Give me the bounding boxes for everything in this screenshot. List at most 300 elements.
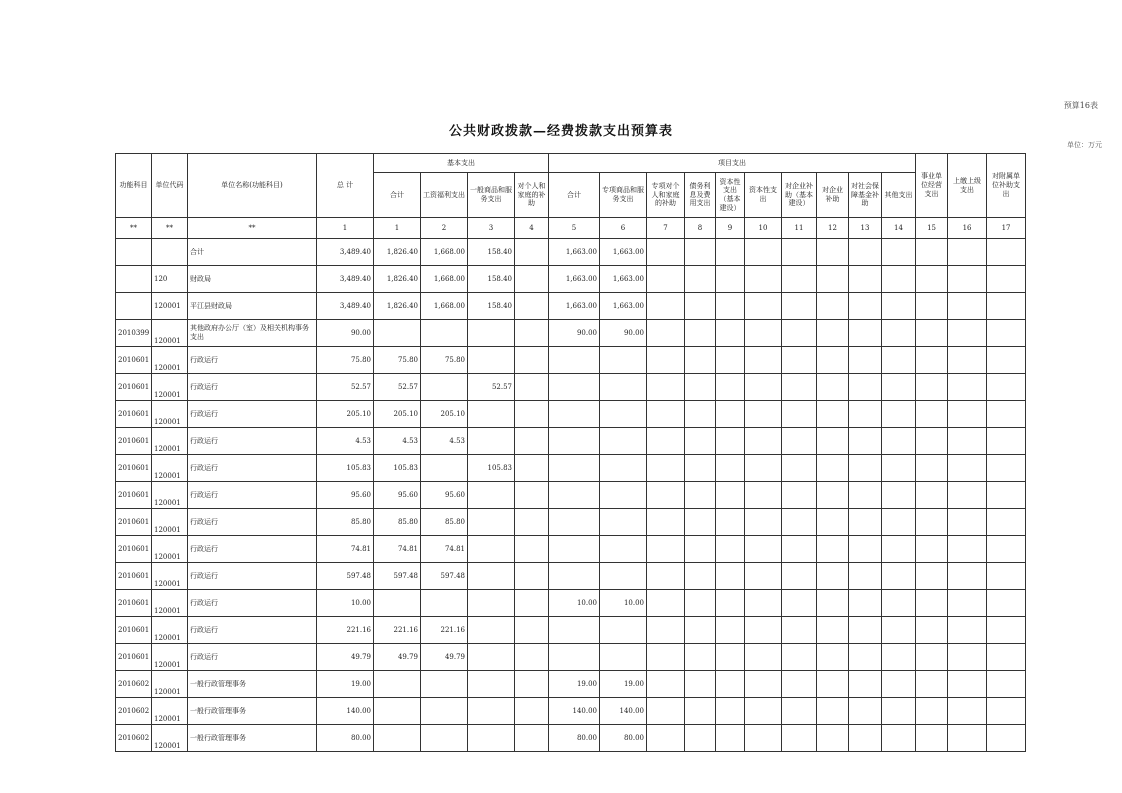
amount-cell: 140.00 [600,698,647,725]
amount-cell [849,725,882,752]
amount-cell [916,455,948,482]
amount-cell: 158.40 [468,266,515,293]
amount-cell [987,509,1026,536]
amount-cell [716,617,745,644]
amount-cell [600,563,647,590]
amount-cell [782,239,817,266]
amount-cell: 75.80 [317,347,374,374]
amount-cell [882,671,916,698]
header-goods: 一般商品和服务支出 [468,173,515,218]
amount-cell [600,536,647,563]
amount-cell [647,239,685,266]
table-row [116,320,1026,347]
amount-cell [916,401,948,428]
amount-cell [716,401,745,428]
func-code-cell: 2010601 [116,428,152,455]
amount-cell [817,293,849,320]
amount-cell: 75.80 [421,347,468,374]
amount-cell [916,320,948,347]
amount-cell [948,482,987,509]
amount-cell [515,725,549,752]
col-number: 1 [317,218,374,239]
amount-cell [987,374,1026,401]
amount-cell [948,590,987,617]
amount-cell [716,644,745,671]
header-basic-total: 合计 [374,173,421,218]
header-proj-total: 合计 [549,173,600,218]
amount-cell [916,239,948,266]
amount-cell: 90.00 [600,320,647,347]
amount-cell: 95.60 [317,482,374,509]
unit-name-cell: 行政运行 [188,590,317,617]
amount-cell [716,428,745,455]
amount-cell [745,644,782,671]
amount-cell [515,455,549,482]
amount-cell [987,590,1026,617]
amount-cell [849,563,882,590]
amount-cell [882,266,916,293]
amount-cell: 205.10 [374,401,421,428]
amount-cell [685,239,716,266]
func-code-cell [116,239,152,266]
amount-cell [685,347,716,374]
amount-cell [817,590,849,617]
func-code-cell: 2010601 [116,401,152,428]
amount-cell [916,374,948,401]
table-row [116,293,1026,320]
amount-cell [647,671,685,698]
amount-cell [882,239,916,266]
table-row [116,617,1026,644]
amount-cell: 90.00 [317,320,374,347]
amount-cell [782,293,817,320]
table-row [116,266,1026,293]
amount-cell [948,563,987,590]
amount-cell: 74.81 [374,536,421,563]
unit-code-cell: 120 [152,266,188,293]
header-capital: 资本性支出 [745,173,782,218]
amount-cell [817,671,849,698]
table-row [116,401,1026,428]
amount-cell [745,509,782,536]
amount-cell [647,698,685,725]
amount-cell [987,671,1026,698]
amount-cell [515,401,549,428]
amount-cell [782,320,817,347]
amount-cell [745,428,782,455]
amount-cell [987,617,1026,644]
amount-cell [849,239,882,266]
amount-cell [817,482,849,509]
amount-cell: 1,663.00 [549,266,600,293]
amount-cell [468,725,515,752]
amount-cell [716,590,745,617]
col-number: ** [116,218,152,239]
amount-cell [745,563,782,590]
amount-cell [685,617,716,644]
amount-cell [716,239,745,266]
unit-code-cell: 120001 [152,617,188,644]
amount-cell [374,698,421,725]
unit-name-cell: 行政运行 [188,428,317,455]
amount-cell [817,239,849,266]
amount-cell [685,509,716,536]
amount-cell [600,374,647,401]
amount-cell [849,320,882,347]
unit-name-cell: 行政运行 [188,482,317,509]
amount-cell [421,698,468,725]
amount-cell [549,644,600,671]
unit-code-cell: 120001 [152,428,188,455]
amount-cell [421,320,468,347]
amount-cell [745,374,782,401]
table-row [116,725,1026,752]
header-enterprise-basic: 对企业补助（基本建设） [782,173,817,218]
amount-cell [685,374,716,401]
unit-code-cell: 120001 [152,482,188,509]
amount-cell [916,590,948,617]
unit-name-cell: 财政局 [188,266,317,293]
amount-cell [515,428,549,455]
amount-cell: 1,826.40 [374,293,421,320]
amount-cell [549,374,600,401]
amount-cell [916,671,948,698]
amount-cell [374,590,421,617]
func-code-cell: 2010601 [116,563,152,590]
amount-cell [817,455,849,482]
amount-cell [745,293,782,320]
amount-cell [916,482,948,509]
amount-cell [647,563,685,590]
amount-cell: 10.00 [600,590,647,617]
amount-cell: 4.53 [317,428,374,455]
amount-cell: 52.57 [374,374,421,401]
amount-cell [468,563,515,590]
amount-cell [647,482,685,509]
func-code-cell: 2010601 [116,374,152,401]
amount-cell: 19.00 [549,671,600,698]
func-code-cell: 2010602 [116,698,152,725]
amount-cell: 221.16 [374,617,421,644]
amount-cell [782,563,817,590]
form-number: 预算16表 [1063,101,1098,110]
amount-cell: 205.10 [317,401,374,428]
amount-cell [948,374,987,401]
amount-cell [916,698,948,725]
table-row [116,590,1026,617]
amount-cell [948,509,987,536]
amount-cell [421,590,468,617]
amount-cell: 80.00 [600,725,647,752]
amount-cell [987,320,1026,347]
amount-cell [515,698,549,725]
table-row [116,482,1026,509]
amount-cell [685,698,716,725]
unit-code-cell [152,239,188,266]
amount-cell [849,266,882,293]
amount-cell [647,320,685,347]
amount-cell: 85.80 [374,509,421,536]
amount-cell: 4.53 [374,428,421,455]
amount-cell: 95.60 [421,482,468,509]
amount-cell [600,509,647,536]
amount-cell [716,536,745,563]
func-code-cell: 2010601 [116,536,152,563]
amount-cell: 1,826.40 [374,239,421,266]
amount-cell [549,401,600,428]
amount-cell [987,536,1026,563]
amount-cell [716,698,745,725]
amount-cell [549,428,600,455]
amount-cell [882,644,916,671]
amount-cell [647,617,685,644]
unit-name-cell: 行政运行 [188,644,317,671]
col-number: 4 [515,218,549,239]
func-code-cell: 2010601 [116,347,152,374]
unit-name-cell: 行政运行 [188,617,317,644]
amount-cell [916,536,948,563]
amount-cell: 95.60 [374,482,421,509]
amount-cell [782,698,817,725]
header-basic: 基本支出 [374,154,549,173]
amount-cell [849,617,882,644]
table-row [116,536,1026,563]
amount-cell [468,698,515,725]
amount-cell: 158.40 [468,239,515,266]
amount-cell [882,428,916,455]
amount-cell [468,671,515,698]
amount-cell [468,617,515,644]
amount-cell [647,293,685,320]
amount-cell [716,266,745,293]
amount-cell: 1,826.40 [374,266,421,293]
amount-cell: 3,489.40 [317,266,374,293]
amount-cell [685,266,716,293]
amount-cell [716,374,745,401]
amount-cell [685,644,716,671]
amount-cell [374,725,421,752]
amount-cell: 10.00 [549,590,600,617]
amount-cell [745,239,782,266]
amount-cell [468,536,515,563]
amount-cell: 1,663.00 [549,239,600,266]
amount-cell: 19.00 [317,671,374,698]
amount-cell [600,644,647,671]
amount-cell [745,401,782,428]
col-number: 3 [468,218,515,239]
amount-cell [916,293,948,320]
amount-cell [685,428,716,455]
func-code-cell: 2010602 [116,671,152,698]
unit-name-cell: 行政运行 [188,563,317,590]
amount-cell [882,347,916,374]
header-special-goods: 专项商品和服务支出 [600,173,647,218]
amount-cell [849,536,882,563]
amount-cell [987,644,1026,671]
amount-cell [685,482,716,509]
col-number: 16 [948,218,987,239]
amount-cell [882,725,916,752]
amount-cell [647,509,685,536]
header-subsidiary: 对附属单位补助支出 [987,154,1026,218]
unit-name-cell: 一般行政管理事务 [188,698,317,725]
amount-cell [745,266,782,293]
amount-cell [549,536,600,563]
amount-cell [817,347,849,374]
amount-cell [515,671,549,698]
amount-cell [817,644,849,671]
amount-cell [647,401,685,428]
amount-cell [745,536,782,563]
table-row [116,455,1026,482]
amount-cell [849,347,882,374]
amount-cell [421,725,468,752]
table-row [116,698,1026,725]
amount-cell: 597.48 [374,563,421,590]
header-other: 其他支出 [882,173,916,218]
amount-cell [745,482,782,509]
amount-cell [549,347,600,374]
col-number: 15 [916,218,948,239]
amount-cell [716,725,745,752]
amount-cell [515,590,549,617]
amount-cell [647,266,685,293]
amount-cell [882,563,916,590]
amount-cell [882,698,916,725]
col-number: 1 [374,218,421,239]
amount-cell [685,455,716,482]
unit-name-cell: 一般行政管理事务 [188,671,317,698]
amount-cell [745,347,782,374]
amount-cell [745,725,782,752]
amount-cell: 205.10 [421,401,468,428]
amount-cell [600,401,647,428]
amount-cell [817,428,849,455]
header-special-personal: 专项对个人和家庭的补助 [647,173,685,218]
amount-cell [515,347,549,374]
amount-cell: 1,663.00 [549,293,600,320]
page-title: 公共财政拨款—经费拨款支出预算表 [448,124,673,139]
unit-code-cell: 120001 [152,725,188,752]
func-code-cell: 2010601 [116,617,152,644]
unit-name-cell: 行政运行 [188,455,317,482]
amount-cell: 1,663.00 [600,293,647,320]
header-personal: 对个人和家庭的补助 [515,173,549,218]
amount-cell [782,509,817,536]
col-number: 12 [817,218,849,239]
amount-cell [600,482,647,509]
col-number: 8 [685,218,716,239]
amount-cell [716,509,745,536]
amount-cell [948,293,987,320]
amount-cell [849,509,882,536]
amount-cell [916,725,948,752]
amount-cell [685,563,716,590]
amount-cell [849,644,882,671]
unit-name-cell: 平江县财政局 [188,293,317,320]
unit-name-cell: 一般行政管理事务 [188,725,317,752]
amount-cell [716,320,745,347]
amount-cell [685,590,716,617]
amount-cell [782,617,817,644]
amount-cell [515,320,549,347]
amount-cell [515,374,549,401]
amount-cell [716,347,745,374]
unit-code-cell: 120001 [152,374,188,401]
amount-cell [468,320,515,347]
amount-cell [948,266,987,293]
table-row [116,563,1026,590]
amount-cell [849,590,882,617]
amount-cell: 3,489.40 [317,239,374,266]
func-code-cell [116,266,152,293]
unit-code-cell: 120001 [152,563,188,590]
amount-cell [882,293,916,320]
amount-cell: 105.83 [317,455,374,482]
amount-cell: 140.00 [317,698,374,725]
amount-cell [987,482,1026,509]
amount-cell [685,401,716,428]
amount-cell [374,320,421,347]
amount-cell [515,617,549,644]
col-number: 7 [647,218,685,239]
table-row [116,644,1026,671]
amount-cell [647,590,685,617]
unit-name-cell: 行政运行 [188,509,317,536]
amount-cell: 597.48 [317,563,374,590]
amount-cell [817,536,849,563]
amount-cell [916,617,948,644]
amount-cell [782,347,817,374]
unit-label: 单位：万元 [1067,141,1102,149]
amount-cell: 49.79 [421,644,468,671]
amount-cell [948,401,987,428]
amount-cell [948,644,987,671]
amount-cell: 80.00 [549,725,600,752]
header-project: 项目支出 [549,154,916,173]
amount-cell [948,536,987,563]
amount-cell: 158.40 [468,293,515,320]
amount-cell [685,671,716,698]
header-social-fund: 对社会保障基金补助 [849,173,882,218]
header-salary: 工资福利支出 [421,173,468,218]
unit-name-cell: 其他政府办公厅（室）及相关机构事务支出 [188,320,317,347]
amount-cell [716,563,745,590]
amount-cell [987,239,1026,266]
amount-cell [600,428,647,455]
amount-cell [987,293,1026,320]
amount-cell [987,698,1026,725]
amount-cell [745,590,782,617]
amount-cell [468,428,515,455]
amount-cell [647,347,685,374]
amount-cell [817,401,849,428]
amount-cell: 221.16 [421,617,468,644]
amount-cell [817,617,849,644]
col-number: 6 [600,218,647,239]
amount-cell [916,563,948,590]
header-capital-basic: 资本性支出（基本建设） [716,173,745,218]
amount-cell [782,671,817,698]
table-body [116,239,1026,752]
amount-cell [745,320,782,347]
amount-cell [817,266,849,293]
amount-cell [716,455,745,482]
unit-code-cell: 120001 [152,509,188,536]
amount-cell [600,617,647,644]
amount-cell [987,455,1026,482]
header-total: 总 计 [317,154,374,218]
